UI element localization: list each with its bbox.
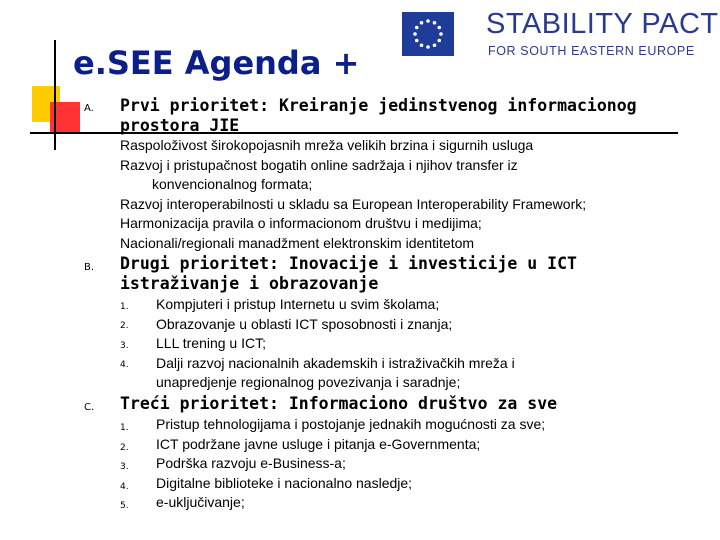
section-a-line: Raspoloživost širokopojasnih mreža velikih brzina i sigurnih usluga: [120, 137, 534, 153]
section-a-line: Razvoj interoperabilnosti u skladu sa European Interoperability Framework;: [120, 195, 587, 212]
logo-text-line2: FOR SOUTH EASTERN EUROPE: [488, 44, 695, 58]
section-b-marker: B.: [84, 262, 95, 273]
section-b-list: [156, 295, 515, 393]
section-c-heading-line1: Treći prioritet: Informaciono društvo za sve: [120, 394, 558, 413]
section-a-heading-line1: Prvi prioritet: Kreiranje jedinstvenog informacionog: [120, 96, 637, 115]
section-a-heading: [120, 96, 637, 136]
flag-star: [413, 32, 417, 36]
section-c-marker: C.: [84, 402, 95, 413]
section-b-number: 1.: [120, 302, 129, 312]
section-b-item: unapredjenje regionalnog povezivanja i saradnje;: [156, 374, 461, 390]
section-b-number: 2.: [120, 321, 129, 331]
section-a-line: konvencionalnog formata;: [152, 176, 313, 192]
section-c-list: [156, 415, 545, 513]
slide-title: e.SEE Agenda +: [73, 44, 360, 82]
flag-star: [426, 19, 430, 23]
logo-text-line1: STABILITY PACT: [486, 8, 719, 40]
section-b-heading-line1: Drugi prioritet: Inovacije i investicije u ICT: [120, 254, 577, 273]
section-c-item: ICT podržane javne usluge i pitanja e-Governmenta;: [156, 435, 481, 452]
flag-star: [437, 26, 441, 30]
flag-star: [420, 43, 424, 47]
section-a-heading-line2: prostora JIE: [120, 116, 240, 135]
section-b-item: Dalji razvoj nacionalnih akademskih i istraživačkih mreža i: [156, 354, 515, 371]
flag-star: [433, 21, 437, 25]
section-b-item: Obrazovanje u oblasti ICT sposobnosti i znanja;: [156, 315, 453, 332]
section-c-item: e-uključivanje;: [156, 494, 245, 510]
section-a-list: [120, 136, 586, 253]
section-a-line: Harmonizacija pravila o informacionom društvu i medijima;: [120, 215, 482, 231]
section-b-item: Kompjuteri i pristup Internetu u svim školama;: [156, 296, 440, 312]
section-c-number: 5.: [120, 501, 129, 511]
flag-star: [439, 32, 443, 36]
eu-flag-icon: [402, 12, 454, 56]
section-b-number: 4.: [120, 360, 129, 370]
section-c-heading: [120, 394, 557, 414]
section-b-item: LLL trening u ICT;: [156, 335, 266, 351]
section-c-item: Podrška razvoju e-Business-a;: [156, 455, 346, 471]
section-c-item: Pristup tehnologijama i postojanje jednakih mogućnosti za sve;: [156, 416, 546, 432]
flag-star: [420, 21, 424, 25]
section-c-number: 2.: [120, 443, 129, 453]
section-a-line: Nacionali/regionali manadžment elektronskim identitetom: [120, 234, 475, 251]
flag-star: [426, 45, 430, 49]
section-c-item: Digitalne biblioteke i nacionalno nasledje;: [156, 474, 413, 491]
flag-star: [415, 39, 419, 43]
section-a-marker: A.: [84, 103, 94, 114]
section-b-heading: [120, 254, 577, 294]
section-a-line: Razvoj i pristupačnost bogatih online sadržaja i njihov transfer iz: [120, 156, 518, 173]
flag-star: [415, 26, 419, 30]
flag-star: [437, 39, 441, 43]
section-c-number: 3.: [120, 462, 129, 472]
section-c-number: 1.: [120, 423, 129, 433]
section-b-number: 3.: [120, 341, 129, 351]
section-c-number: 4.: [120, 482, 129, 492]
flag-star: [433, 43, 437, 47]
section-b-heading-line2: istraživanje i obrazovanje: [120, 274, 379, 293]
